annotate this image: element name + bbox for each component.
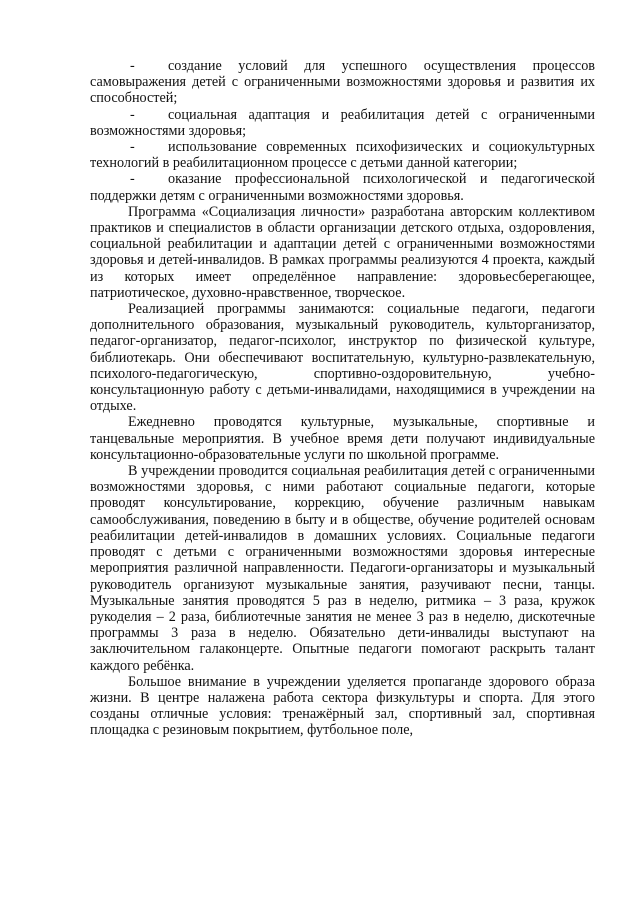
paragraph-rehabilitation: В учреждении проводится социальная реабилитация детей с ограниченными возможностями здоровья, с ними работают социальные педагоги, которые проводят консультирование, коррекцию, обучение различным навыкам самообслуживания, поведению в быту и в обществе, обучение родителей основам реабилитации детей-инвалидов в домашних условиях. Социальные педагоги проводят с детьми с ограниченными возможностями здоровья интересные мероприятия различной направленности. Педагоги-организаторы и музыкальный руководитель организуют музыкальные занятия, разучивают песни, танцы. Музыкальные занятия проводятся 5 раз в неделю, ритмика – 3 раза, кружок рукоделия – 2 раза, библиотечные занятия не менее 3 раз в неделю, дискотечные программы 3 раза в неделю. Обязательно дети-инвалиды выступают на заключительном галаконцерте. Опытные педагоги помогают раскрыть талант каждого ребёнка. (90, 463, 595, 674)
list-item-text: оказание профессиональной психологической и педагогической поддержки детям с ограниченными возможностями здоровья. (90, 171, 595, 204)
list-item-text: социальная адаптация и реабилитация детей с ограниченными возможностями здоровья; (90, 106, 595, 139)
document-body (90, 58, 595, 739)
list-item (90, 107, 595, 139)
paragraph-staff: Реализацией программы занимаются: социальные педагоги, педагоги дополнительного образования, музыкальный руководитель, культорганизатор, педагог-организатор, педагог-психолог, инструктор по физической культуре, библиотекарь. Они обеспечивают воспитательную, культурно-развлекательную, психолого-педагогическую, спортивно-оздоровительную, учебно-консультационную работу с детьми-инвалидами, находящимися в учреждении на отдыхе. (90, 301, 595, 415)
bullet-dash: - (130, 139, 135, 156)
list-item (90, 171, 595, 203)
list-item (90, 58, 595, 107)
bullet-dash: - (130, 58, 135, 74)
list-item-text: создание условий для успешного осуществления процессов самовыражения детей с ограниченными возможностями здоровья и развития их способностей; (90, 58, 595, 107)
paragraph-program: Программа «Социализация личности» разработана авторским коллективом практиков и специалистов в области организации детского отдыха, оздоровления, социальной реабилитации и адаптации детей с ограниченными возможностями здоровья и детей-инвалидов. В рамках программы реализуются 4 проекта, каждый из которых имеет определённое направление: здоровьесберегающее, патриотическое, духовно-нравственное, творческое. (90, 203, 595, 301)
bullet-dash: - (130, 106, 135, 123)
paragraph-daily: Ежедневно проводятся культурные, музыкальные, спортивные и танцевальные мероприятия. В учебное время дети получают индивидуальные консультационно-образовательные услуги по школьной программе. (90, 414, 595, 463)
bullet-dash: - (130, 171, 135, 188)
list-item (90, 139, 595, 171)
list-item-text: использование современных психофизических и социокультурных технологий в реабилитационном процессе с детьми данной категории; (90, 139, 595, 172)
paragraph-healthy-lifestyle: Большое внимание в учреждении уделяется пропаганде здорового образа жизни. В центре налажена работа сектора физкультуры и спорта. Для этого созданы отличные условия: тренажёрный зал, спортивный зал, спортивная площадка с резиновым покрытием, футбольное поле, (90, 673, 595, 739)
